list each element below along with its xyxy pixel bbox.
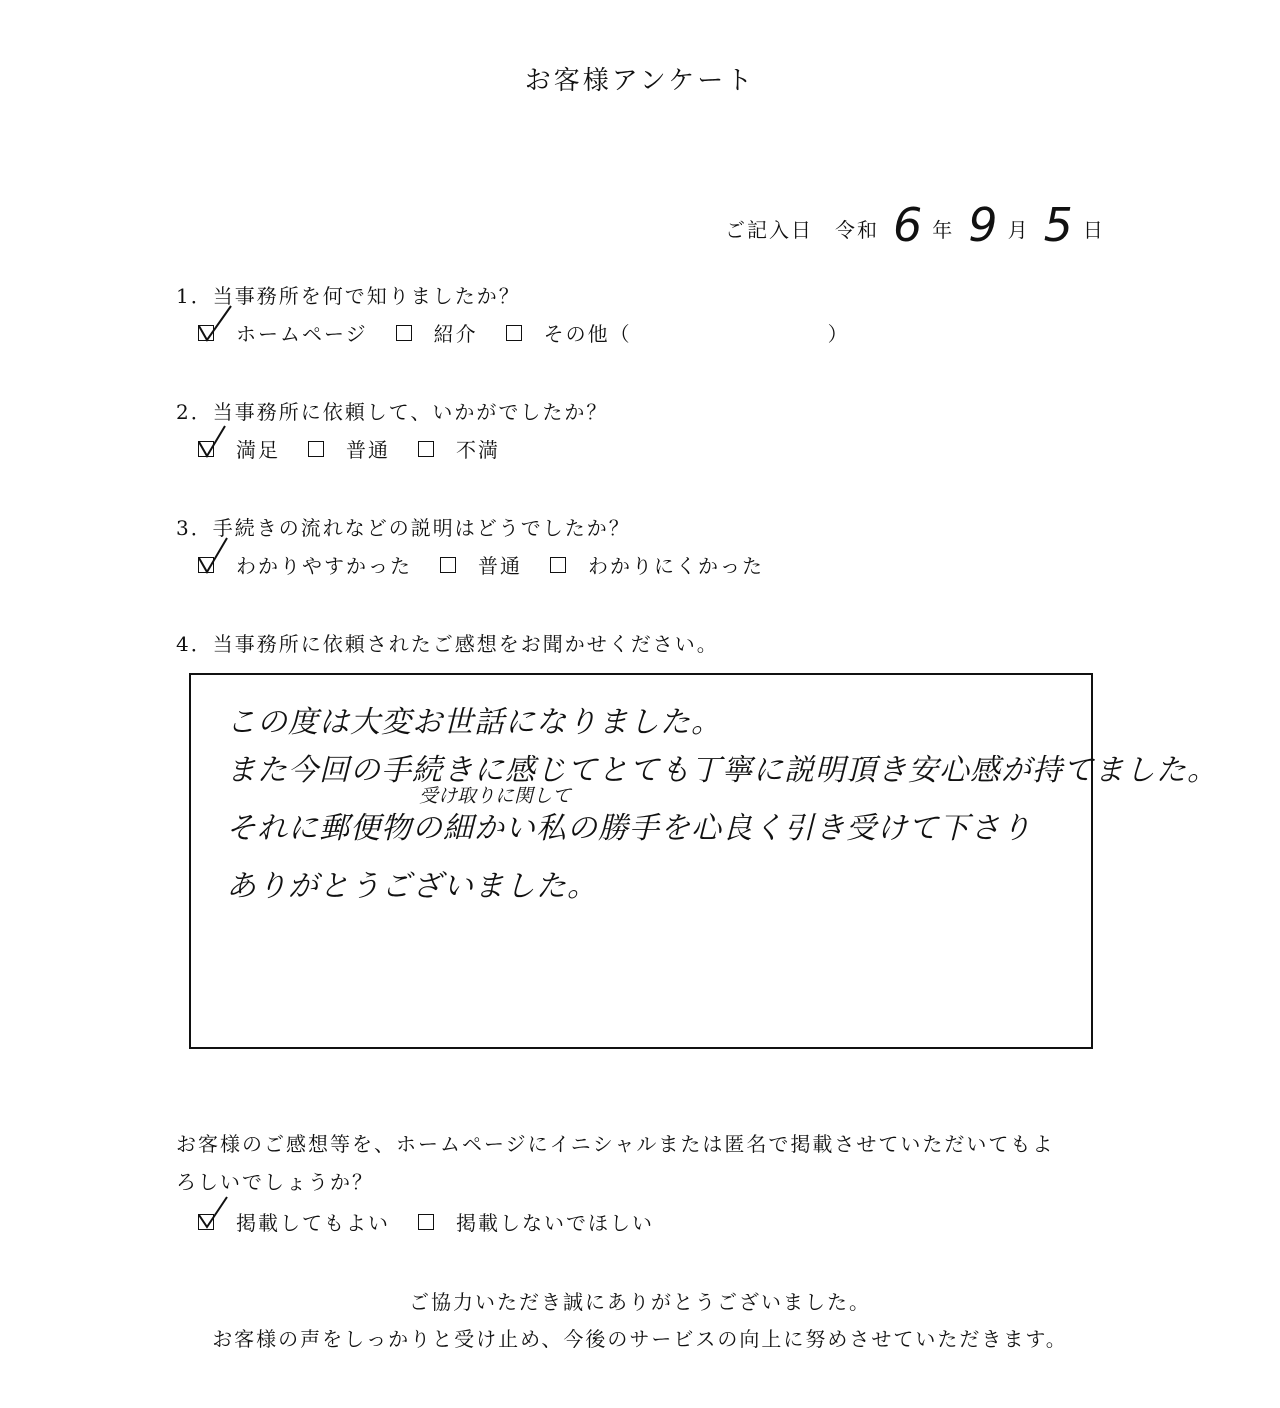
- publish-question-line-2: ろしいでしょうか？: [176, 1170, 374, 1194]
- question-3-options: [198, 550, 764, 579]
- comment-insertion: 受け取りに関して: [419, 785, 572, 807]
- comment-line-4: ありがとうございました。: [226, 869, 598, 904]
- date-day-unit: 日: [1082, 218, 1103, 242]
- question-2: 2．当事務所に依頼して、いかがでしたか？: [176, 400, 609, 424]
- option-publish-ok: 掲載してもよい: [236, 1211, 390, 1235]
- option-easy: わかりやすかった: [236, 554, 412, 578]
- checkbox-normal-3[interactable]: [440, 557, 456, 573]
- footer-line-1: ご協力いただき誠にありがとうございました。: [409, 1290, 871, 1314]
- checkbox-normal[interactable]: [308, 441, 324, 457]
- question-1: 1．当事務所を何で知りましたか？: [176, 284, 521, 308]
- date-label: ご記入日: [725, 218, 813, 242]
- checkbox-hard[interactable]: [550, 557, 566, 573]
- checkmark-icon: [197, 304, 233, 344]
- date-day: 5: [1043, 198, 1073, 252]
- date-year-unit: 年: [932, 218, 953, 242]
- option-hard: わかりにくかった: [588, 554, 764, 578]
- date-month: 9: [968, 198, 998, 252]
- date-year: 6: [893, 198, 923, 252]
- option-normal: 普通: [346, 438, 390, 462]
- checkbox-publish-ok[interactable]: [198, 1214, 214, 1230]
- option-homepage: ホームページ: [236, 322, 368, 346]
- checkbox-homepage[interactable]: [198, 325, 214, 341]
- checkbox-satisfied[interactable]: [198, 441, 214, 457]
- checkbox-dissatisfied[interactable]: [418, 441, 434, 457]
- question-2-options: [198, 434, 500, 463]
- option-referral: 紹介: [433, 322, 478, 346]
- checkbox-other[interactable]: [506, 325, 522, 341]
- question-4: 4．当事務所に依頼されたご感想をお聞かせください。: [176, 632, 719, 656]
- option-dissatisfied: 不満: [456, 438, 500, 462]
- question-3: 3．手続きの流れなどの説明はどうでしたか？: [176, 516, 631, 540]
- checkmark-icon: [197, 420, 233, 460]
- checkbox-easy[interactable]: [198, 557, 214, 573]
- date-month-unit: 月: [1007, 218, 1028, 242]
- option-normal-3: 普通: [478, 554, 522, 578]
- question-1-options: [198, 318, 850, 347]
- option-other-close: ）: [827, 322, 850, 346]
- option-satisfied: 満足: [236, 438, 280, 462]
- publish-options: [198, 1207, 654, 1236]
- option-other: その他（: [543, 322, 632, 346]
- publish-question-line-1: お客様のご感想等を、ホームページにイニシャルまたは匿名で掲載させていただいてもよ: [176, 1132, 1055, 1156]
- date-row: [725, 198, 1109, 252]
- comment-line-3: それに郵便物の細かい私の勝手を心良く引き受けて下さり: [226, 811, 1032, 846]
- footer-line-2: お客様の声をしっかりと受け止め、今後のサービスの向上に努めさせていただきます。: [212, 1327, 1068, 1351]
- comment-line-2: また今回の手続きに感じてとても丁寧に説明頂き安心感が持てました。: [226, 753, 1218, 788]
- comment-line-1: この度は大変お世話になりました。: [226, 705, 722, 740]
- date-era: 令和: [835, 218, 879, 242]
- option-publish-no: 掲載しないでほしい: [456, 1211, 654, 1235]
- checkbox-referral[interactable]: [396, 325, 412, 341]
- checkmark-icon: [197, 1193, 233, 1233]
- comment-box[interactable]: [189, 673, 1218, 1049]
- checkmark-icon: [197, 536, 233, 576]
- page-title: お客様アンケート: [524, 66, 756, 96]
- checkbox-publish-no[interactable]: [418, 1214, 434, 1230]
